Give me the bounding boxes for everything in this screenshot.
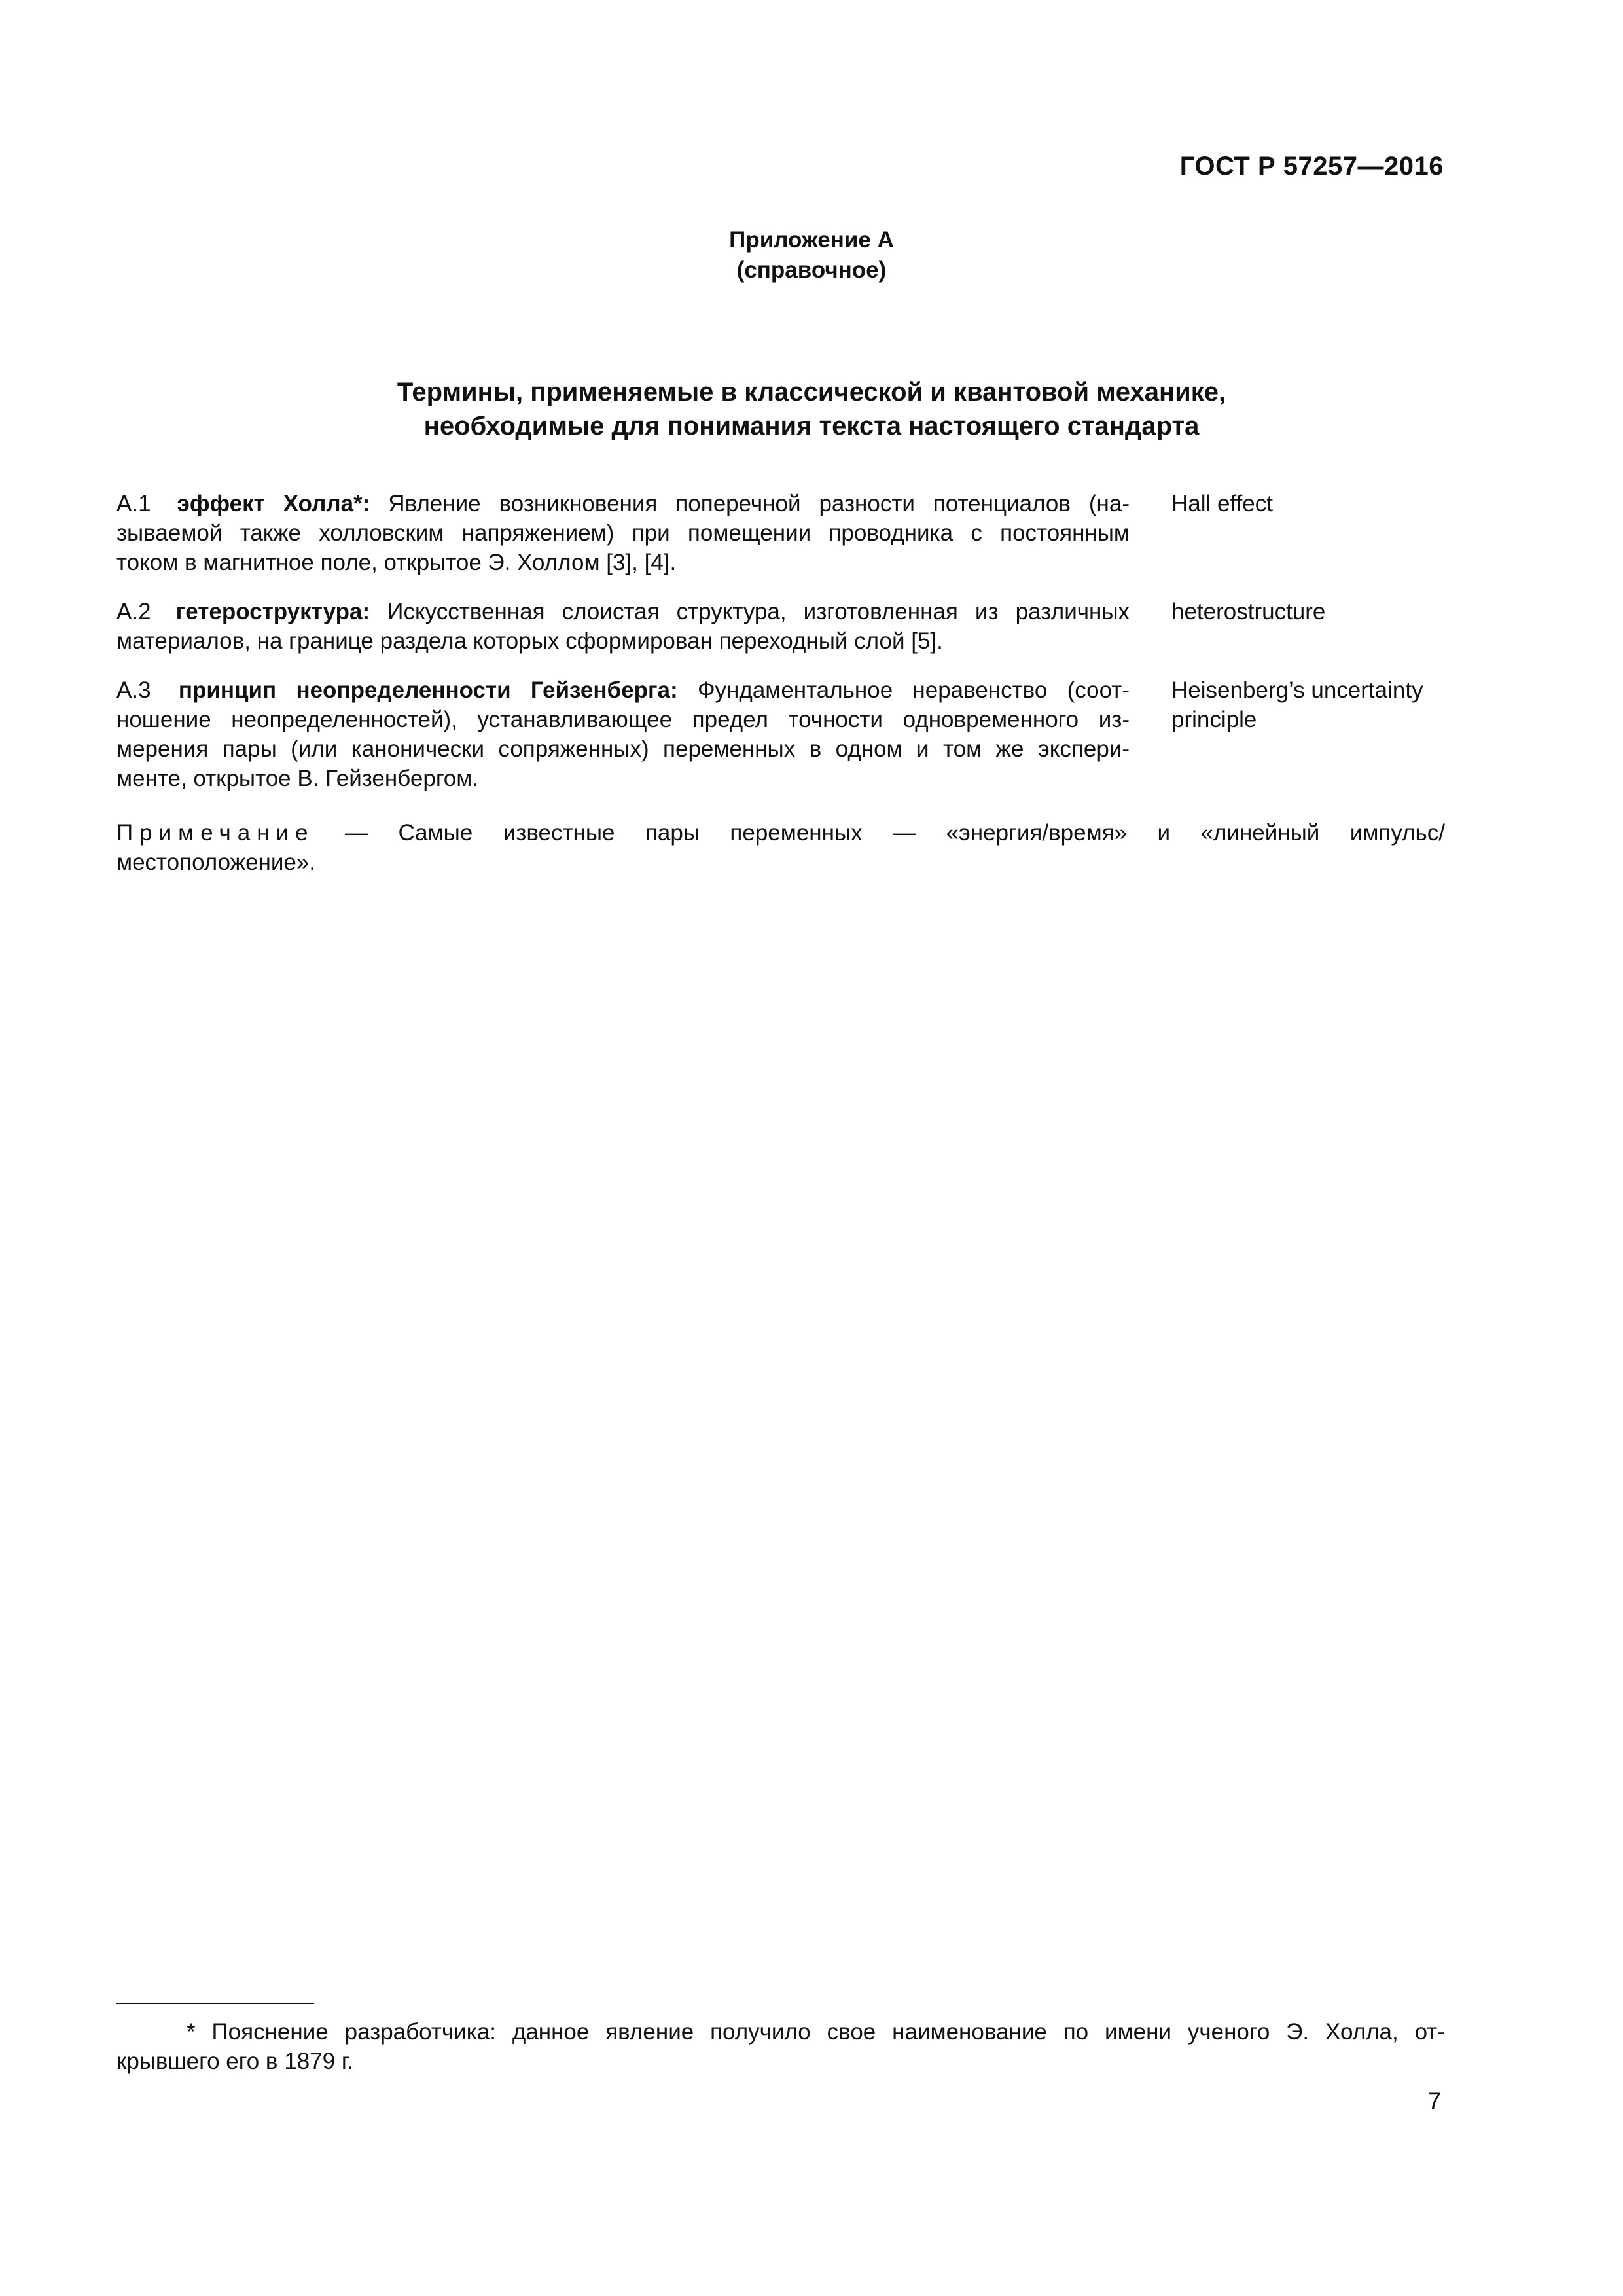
term-english-equivalent [1171, 675, 1446, 734]
term-definition-line: ношение неопределенностей), устанавливающее предел точности одновременного из- [116, 707, 1130, 732]
term-english-line: heterostructure [1171, 599, 1326, 624]
term-definition-line [116, 597, 1130, 626]
annex-title: Приложение А [729, 227, 894, 253]
term-text: Фундаментальное неравенство (соот- [697, 677, 1130, 703]
term-name: гетероструктура: [175, 599, 370, 624]
term-definition-line: менте, открытое В. Гейзенбергом. [116, 766, 479, 791]
note-word: переменных [730, 820, 863, 846]
term-text: Явление возникновения поперечной разности потенциалов (на- [388, 491, 1130, 516]
term-entry [116, 489, 1445, 577]
note-word: «энергия/время» [946, 820, 1128, 846]
note-word: импульс/ [1349, 820, 1445, 846]
section-title-line-2: необходимые для понимания текста настоящего стандарта [423, 412, 1200, 440]
term-definition-line: мерения пары (или канонически сопряженных) переменных в одном и том же экспери- [116, 736, 1130, 762]
term-english-equivalent [1171, 489, 1446, 518]
note-word: и [1157, 820, 1171, 846]
annex-subtitle: (справочное) [736, 257, 887, 283]
note-word: пары [645, 820, 700, 846]
footnote-separator [116, 2003, 314, 2004]
document-code: ГОСТ Р 57257—2016 [1179, 152, 1444, 181]
term-definition-line: током в магнитное поле, открытое Э. Холлом [3], [4]. [116, 550, 677, 575]
term-definition [116, 489, 1130, 577]
term-entry [116, 675, 1445, 793]
term-definition [116, 597, 1130, 656]
term-name: принцип неопределенности Гейзенберга: [178, 677, 678, 703]
term-definition [116, 675, 1130, 793]
note-word: «линейный [1200, 820, 1320, 846]
term-number: А.3 [116, 677, 151, 703]
note-word: — [345, 820, 368, 846]
term-number: А.1 [116, 491, 151, 516]
note-line: местоположение». [116, 850, 316, 875]
section-title [0, 375, 1623, 443]
page-number: 7 [1427, 2088, 1441, 2115]
term-english-line: Heisenberg’s uncertainty [1171, 677, 1423, 703]
term-english-line: Hall effect [1171, 491, 1273, 516]
term-english-equivalent [1171, 597, 1446, 626]
section-title-line-1: Термины, применяемые в классической и квантовой механике, [397, 378, 1226, 406]
term-definition-line [116, 489, 1130, 518]
note-word: — [893, 820, 916, 846]
term-text: Искусственная слоистая структура, изготовленная из различных [387, 599, 1130, 624]
term-definition-line [116, 675, 1130, 705]
terms-list [116, 489, 1445, 813]
note [116, 818, 1445, 877]
footnote [116, 2017, 1445, 2076]
footnote-line: * Пояснение разработчика: данное явление получило свое наименование по имени ученого Э. Холла, от- [187, 2019, 1445, 2045]
term-definition-line: материалов, на границе раздела которых сформирован переходный слой [5]. [116, 628, 943, 654]
term-entry [116, 597, 1445, 656]
note-word: известные [503, 820, 615, 846]
annex-heading [0, 225, 1623, 285]
footnote-line: крывшего его в 1879 г. [116, 2049, 354, 2074]
term-name: эффект Холла*: [177, 491, 370, 516]
term-definition-line: зываемой также холловским напряжением) при помещении проводника с постоянным [116, 520, 1130, 546]
note-word: Самые [398, 820, 473, 846]
term-number: А.2 [116, 599, 151, 624]
term-english-line: principle [1171, 707, 1257, 732]
note-line [116, 818, 1445, 848]
note-label: Примечание [116, 820, 315, 846]
